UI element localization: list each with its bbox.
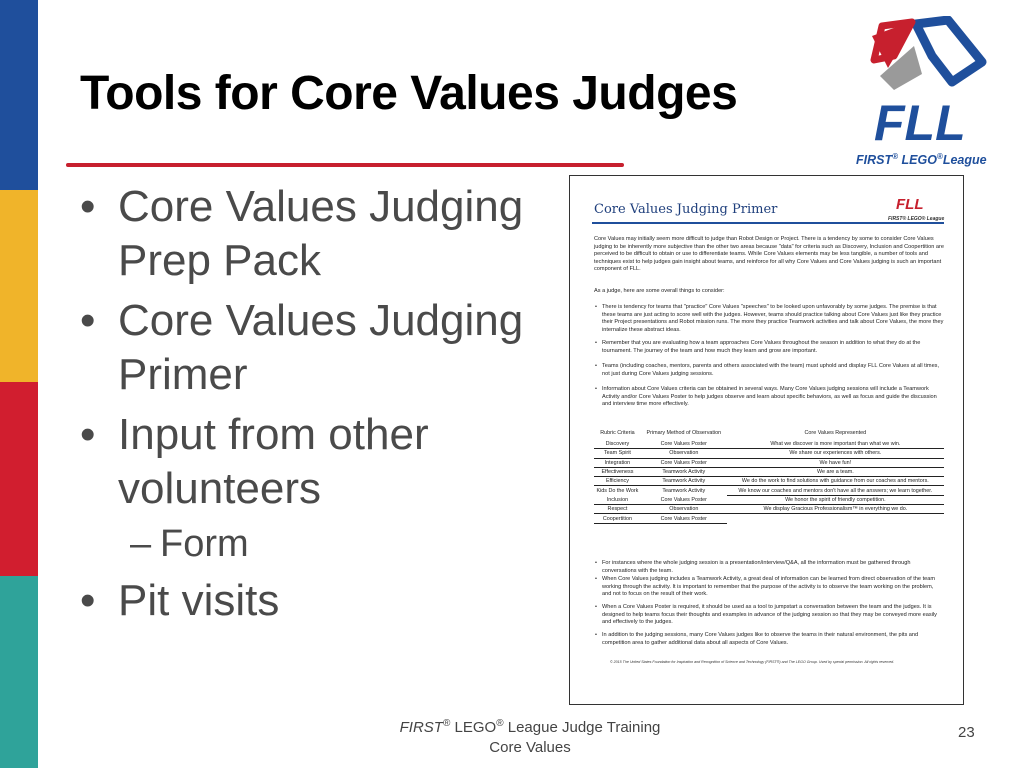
document-intro: Core Values may initially seem more difficult to judge than Robot Design or Project. There is a tendency by some to consider Core Values judging to be inherently more subjective than the other two areas because "data" for criteria such as Discovery, Inclusion and Coopertition are perceived to be difficult to obtain or use to differentiate teams. While Core Values elements may be less tangible, a number of tools and techniques exist to help judges gain insight about teams, and reinforce for all why Core Values and Core Values judging is such an important component of FLL. [594,236,944,273]
accent-stripe-red [0,382,38,576]
fll-logo [852,16,1008,170]
table-row: Integration Core Values Poster We have fun! [594,458,944,467]
bullet-item: • Input from other volunteers [80,410,429,513]
slide-footer [340,714,720,758]
document-title: Core Values Judging Primer [594,202,778,217]
table-header: Core Values Represented [804,430,867,436]
table-row: Inclusion Core Values Poster We honor the spirit of friendly competition. [594,495,944,504]
sub-bullet-item: – Form [130,523,249,565]
table-row: Efficiency Teamwork Activity We do the work to find solutions with guidance from our coaches and mentors. [594,477,944,486]
table-row: Respect Observation We display Gracious Professionalism™ in everything we do. [594,505,944,514]
fll-logo-text: FLL [874,95,966,151]
bullet-item: • Pit visits [80,576,280,625]
logo-caption: FIRST® LEGO®League [856,152,987,168]
table-row: Team Spirit Observation We share our experiences with others. [594,449,944,458]
table-row: Coopertition Core Values Poster [594,514,944,523]
document-logo: FLL [896,196,924,213]
bullet-item: • Core Values Judging Primer [80,296,524,399]
table-header: Primary Method of Observation [646,430,722,436]
footer-line-1: FIRST® LEGO® League Judge Training [399,718,661,736]
slide-title: Tools for Core Values Judges [80,67,738,120]
document-after-point: • When Core Values judging includes a Teamwork Activity, a great deal of information can be learned from direct observation of the team working through the activity. It is important to remember that the purpose of the activity is to observe the team working on the problem, and not to focus on the result of their work. [594,576,944,599]
document-point: • Information about Core Values criteria can be obtained in several ways. Many Core Values judging sessions will include a Teamwork Activity and/or Core Values Poster to help judges observe and learn about specific behaviors, as well as focus and guide the discussion and interview time more effectively. [594,386,944,409]
document-title-rule [592,222,944,224]
rubric-table [594,426,944,524]
document-copyright: © 2015 The United States Foundation for Inspiration and Recognition of Science and Technology (FIRST®) and The LEGO Group. Used by special permission. All rights reserved. [610,660,895,664]
table-header-row [594,426,944,440]
document-after-point: • In addition to the judging sessions, many Core Values judges like to observe the teams in their natural environment, the pits and competition area to gather additional data about all aspects of Core Values. [594,632,944,647]
page-number: 23 [958,724,975,741]
document-point: • Remember that you are evaluating how a team approaches Core Values throughout the season in addition to what they do at the tournament. The journey of the team and how much they learn and grow are important. [594,340,944,355]
footer-line-2: Core Values [489,739,571,756]
accent-stripe-blue [0,0,38,190]
bullet-list [78,180,548,634]
table-row: Discovery Core Values Poster What we discover is more important than what we win. [594,440,944,449]
table-header: Rubric Criteria [600,430,635,436]
bullet-item: • Core Values Judging Prep Pack [80,182,524,285]
document-point: • There is tendency for teams that "practice" Core Values "speeches" to be looked upon unfavorably by some judges. The premise is that these teams are just acting to score well with the judges. However, teams should practice talking about Core Values just like they practice their Project presentations and Robot mission runs. The more they practice Teamwork activities and talk about Core Values, the more they internalize these abstract ideas. [594,304,944,334]
document-lead: As a judge, here are some overall things to consider: [594,288,725,294]
document-point: • Teams (including coaches, mentors, parents and others associated with the team) must uphold and display FLL Core Values at all times, not just during Core Values judging sessions. [594,363,944,378]
table-row: Effectiveness Teamwork Activity We are a team. [594,467,944,476]
document-after-point: • For instances where the whole judging session is a presentation/interview/Q&A, all the information must be gathered through conversations with the team. [594,560,944,575]
document-logo-caption: FIRST® LEGO® League [888,216,945,222]
table-row: Kids Do the Work Teamwork Activity We know our coaches and mentors don't have all the answers; we learn together. [594,486,944,495]
document-after-point: • When a Core Values Poster is required, it should be used as a tool to jumpstart a conversation between the team and the judges. It is designed to help teams focus their thoughts and examples in advance of the judging session so that they may be conveyed more easily and effectively to the judges. [594,604,944,627]
primer-document-image [569,175,964,705]
accent-stripe-yellow [0,190,38,382]
title-underline [66,163,624,167]
accent-stripe-teal [0,576,38,768]
